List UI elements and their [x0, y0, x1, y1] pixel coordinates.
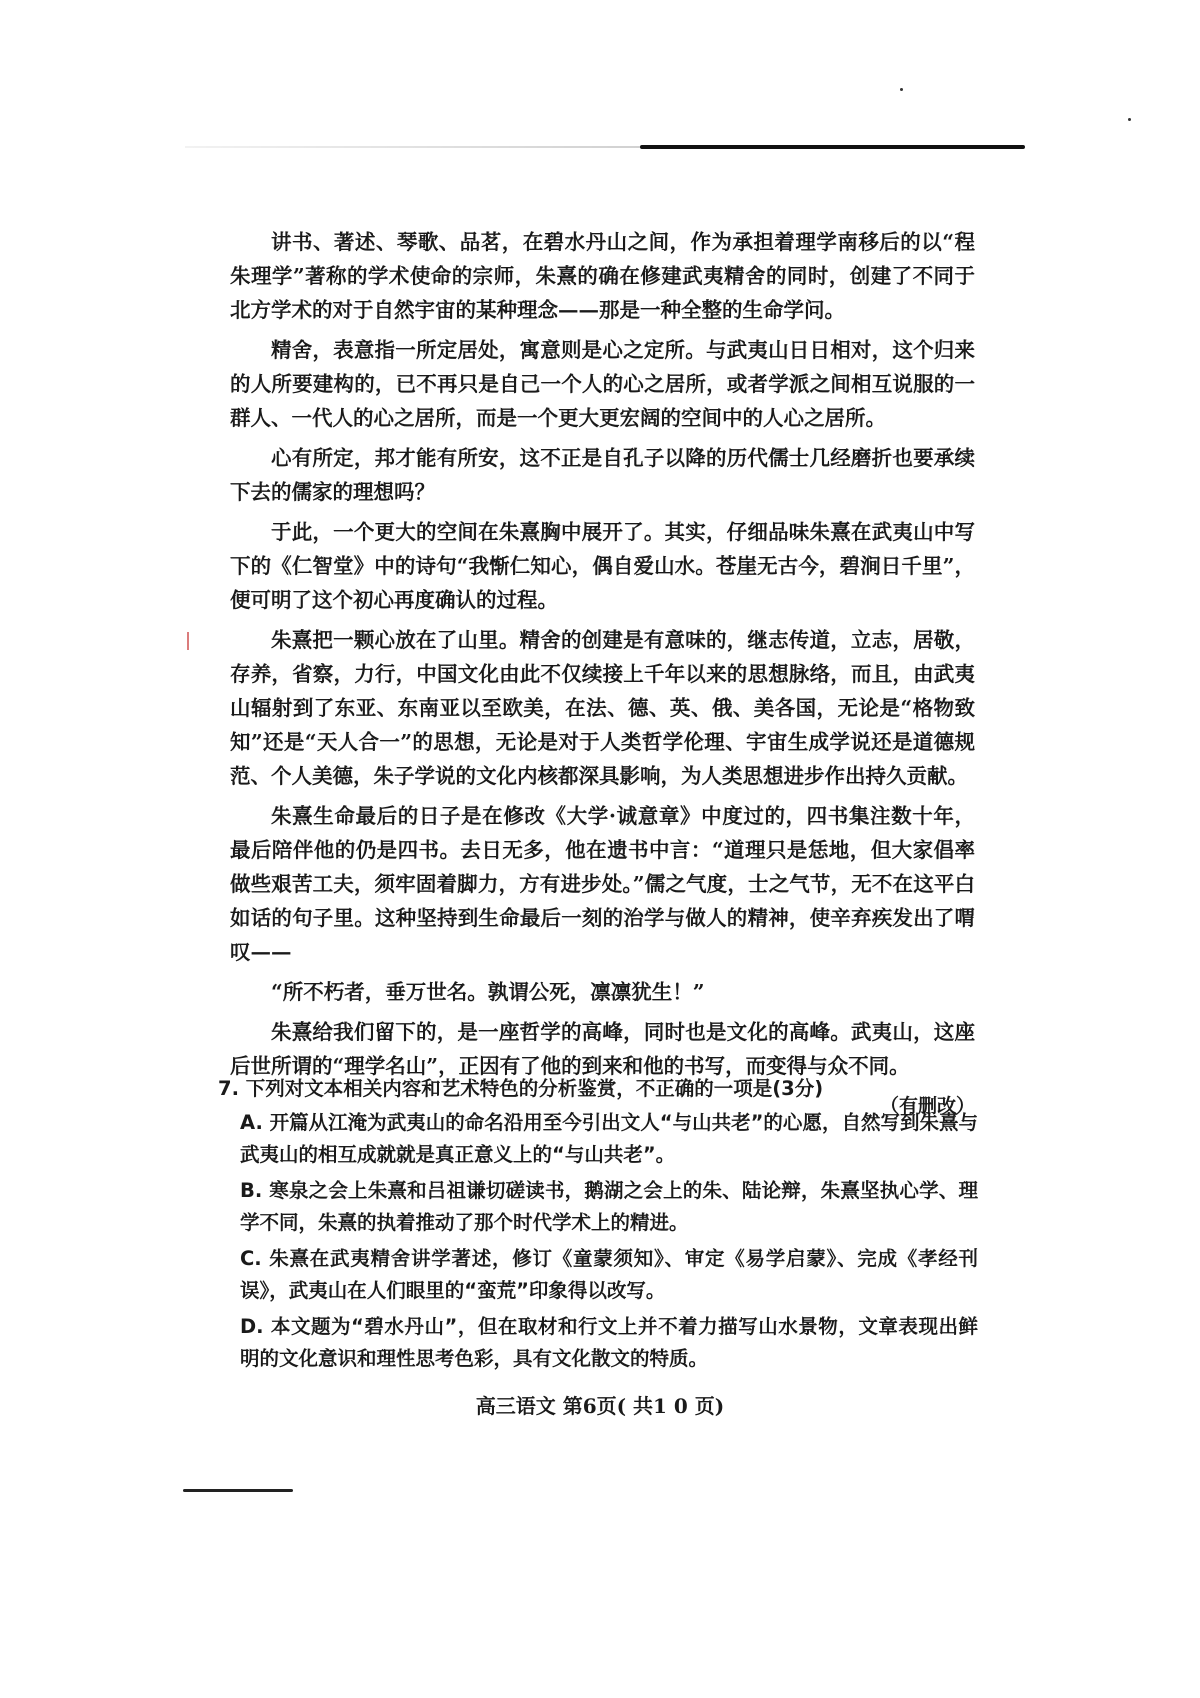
article-paragraph: 朱熹给我们留下的，是一座哲学的高峰，同时也是文化的高峰。武夷山，这座后世所谓的“理学名山”，正因有了他的到来和他的书写，而变得与众不同。 [230, 1020, 975, 1078]
option-d: D. 本文题为“碧水丹山”，但在取材和行文上并不着力描写山水景物，文章表现出鲜明的文化意识和理性思考色彩，具有文化散文的特质。 [240, 1315, 978, 1370]
article-paragraph: 讲书、著述、琴歌、品茗，在碧水丹山之间，作为承担着理学南移后的以“程朱理学”著称的学术使命的宗师，朱熹的确在修建武夷精舍的同时，创建了不同于北方学术的对于自然宇宙的某种理念——那是一种全整的生命学问。 [230, 230, 975, 322]
page-footer: 高三语文 第6页( 共1 0 页) [475, 1394, 725, 1418]
article-paragraph: 朱熹把一颗心放在了山里。精舍的创建是有意味的，继志传道，立志，居敬，存养，省察，力行，中国文化由此不仅续接上千年以来的思想脉络，而且，由武夷山辐射到了东亚、东南亚以至欧美，在法、德、英、俄、美各国，无论是“格物致知”还是“天人合一”的思想，无论是对于人类哲学伦理、宇宙生成学说还是道德规范、个人美德，朱子学说的文化内核都深具影响，为人类思想进步作出持久贡献。 [230, 628, 975, 788]
source-note: （有删改） [879, 1095, 975, 1117]
article-quote: “所不朽者，垂万世名。孰谓公死，凛凛犹生！” [271, 980, 705, 1004]
scan-edge-top [640, 145, 1025, 149]
question-stem: 7. 下列对文本相关内容和艺术特色的分析鉴赏，不正确的一项是(3分) [218, 1077, 824, 1100]
scan-mark [187, 632, 189, 650]
scan-speck [900, 88, 903, 91]
option-c: C. 朱熹在武夷精舍讲学著述，修订《童蒙须知》、审定《易学启蒙》、完成《孝经刊误》，武夷山在人们眼里的“蛮荒”印象得以改写。 [240, 1247, 978, 1302]
question-7 [218, 1073, 978, 1379]
article-body [230, 225, 975, 1127]
scan-speck [1128, 118, 1131, 121]
scan-edge-bottom [183, 1489, 293, 1492]
article-paragraph: 于此，一个更大的空间在朱熹胸中展开了。其实，仔细品味朱熹在武夷山中写下的《仁智堂》中的诗句“我惭仁知心，偶自爱山水。苍崖无古今，碧涧日千里”，便可明了这个初心再度确认的过程。 [230, 520, 975, 612]
option-a: A. 开篇从江淹为武夷山的命名沿用至今引出文人“与山共老”的心愿，自然写到朱熹与武夷山的相互成就就是真正意义上的“与山共老”。 [240, 1111, 978, 1166]
scan-edge-faint [185, 146, 640, 148]
article-paragraph: 朱熹生命最后的日子是在修改《大学·诚意章》中度过的，四书集注数十年，最后陪伴他的仍是四书。去日无多，他在遗书中言：“道理只是恁地，但大家倡率做些艰苦工夫，须牢固着脚力，方有进步处。”儒之气度，士之气节，无不在这平白如话的句子里。这种坚持到生命最后一刻的治学与做人的精神，使辛弃疾发出了喟叹—— [230, 804, 975, 964]
article-paragraph: 精舍，表意指一所定居处，寓意则是心之定所。与武夷山日日相对，这个归来的人所要建构的，已不再只是自己一个人的心之居所，或者学派之间相互说服的一群人、一代人的心之居所，而是一个更大更宏阔的空间中的人心之居所。 [230, 338, 975, 430]
article-paragraph: 心有所定，邦才能有所安，这不正是自孔子以降的历代儒士几经磨折也要承续下去的儒家的理想吗？ [230, 446, 975, 504]
option-b: B. 寒泉之会上朱熹和吕祖谦切磋读书，鹅湖之会上的朱、陆论辩，朱熹坚执心学、理学不同，朱熹的执着推动了那个时代学术上的精进。 [240, 1179, 978, 1234]
